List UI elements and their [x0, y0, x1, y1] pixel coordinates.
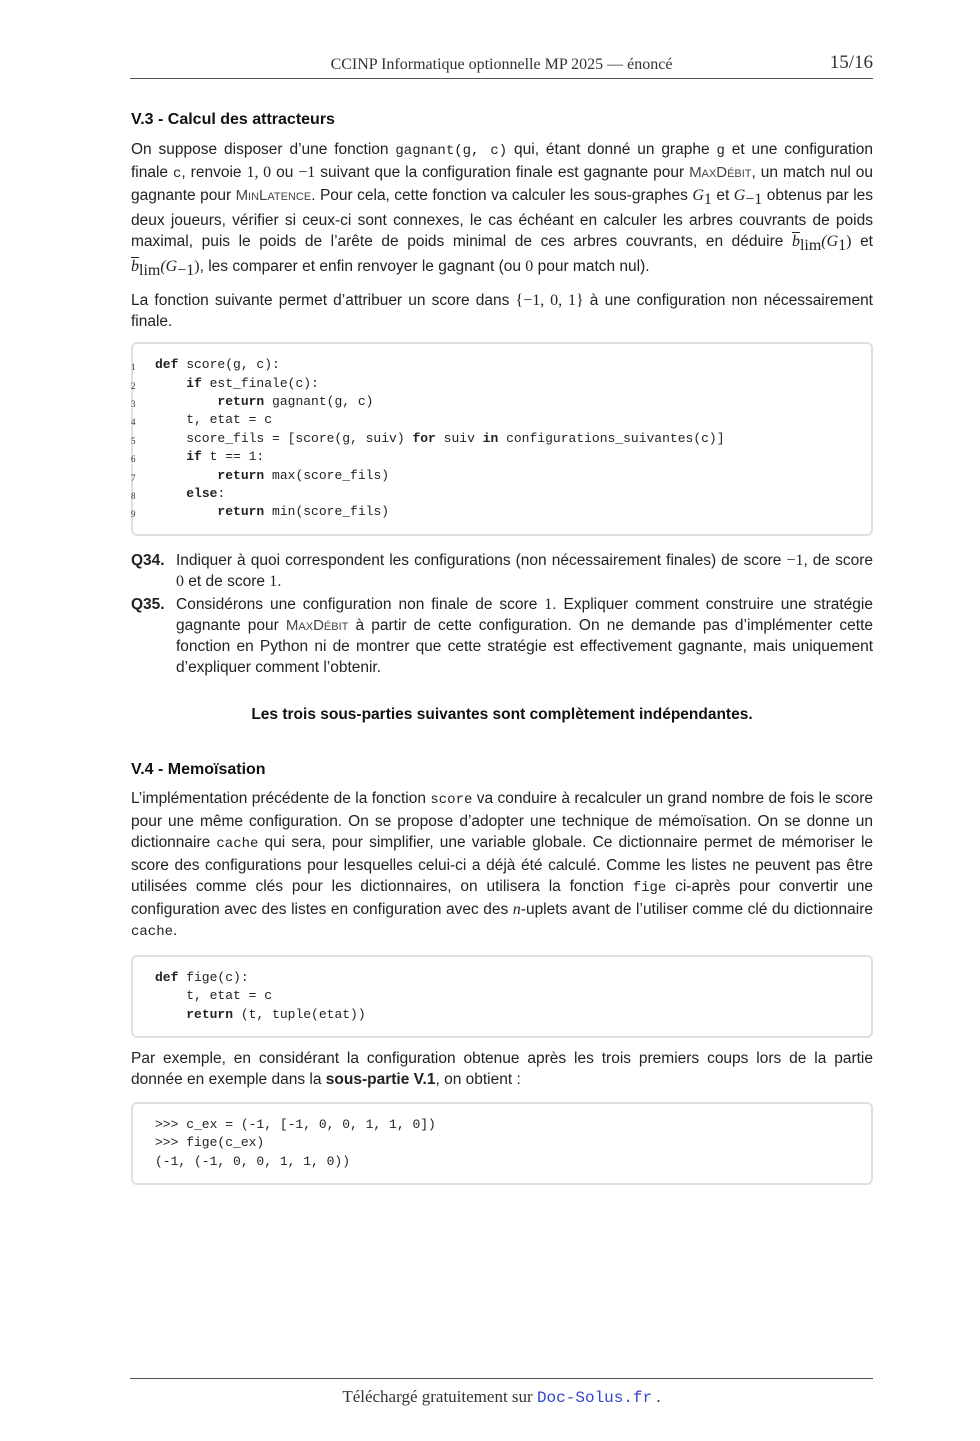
code-line	[133, 1153, 871, 1171]
code-line	[133, 485, 871, 503]
footer-text: Téléchargé gratuitement sur	[342, 1387, 537, 1406]
doc-solus-link[interactable]: Doc-Solus.fr	[536, 1389, 653, 1407]
code-text: if est_finale(c):	[186, 375, 319, 391]
code-text: def score(g, c):	[155, 357, 280, 373]
code-text: >>> c_ex = (-1, [-1, 0, 0, 1, 1, 0])	[155, 1116, 436, 1132]
line-number: 8	[131, 491, 136, 502]
question-q35	[131, 594, 873, 678]
question-text: Considérons une configuration non finale de score 1. Expliquer comment construire une stratégie gagnante pour MaxDébit à partir de cette configuration. On ne demande pas d’implémenter cette fonction en Python ni de montrer que cette stratégie est effectivement gagnante, mais uniquement d’expliquer comment l’obtenir.	[176, 595, 873, 676]
code-block-fige	[131, 955, 873, 1038]
code-line	[133, 1006, 871, 1024]
section-heading-v3: V.3 - Calcul des attracteurs	[131, 111, 335, 128]
code-text: return min(score_fils)	[217, 504, 390, 520]
code-text: def fige(c):	[155, 969, 249, 985]
code-text: t, etat = c	[155, 988, 273, 1004]
line-number: 1	[131, 362, 136, 373]
question-label: Q34.	[131, 551, 165, 569]
section-heading-v4: V.4 - Memoïsation	[131, 760, 266, 778]
question-q34	[131, 550, 873, 592]
code-text: t, etat = c	[155, 412, 273, 428]
code-line	[133, 448, 871, 466]
code-line	[133, 987, 871, 1005]
question-text: Indiquer à quoi correspondent les configurations (non nécessairement finales) de score −1, de score 0 et de score 1.	[176, 551, 873, 590]
code-text: else:	[186, 486, 226, 502]
code-line	[133, 1116, 871, 1134]
line-number: 7	[131, 472, 136, 483]
line-number: 6	[131, 454, 136, 465]
code-line	[133, 1134, 871, 1152]
header-title: CCINP Informatique optionnelle MP 2025 — énoncé	[330, 56, 673, 73]
code-line	[133, 503, 871, 521]
line-number: 5	[131, 435, 136, 446]
line-number: 3	[131, 399, 136, 410]
question-label: Q35.	[131, 595, 165, 613]
footer-rule	[130, 1378, 873, 1379]
code-block-score	[131, 342, 873, 536]
line-number: 4	[131, 417, 136, 428]
code-text: return max(score_fils)	[217, 467, 390, 483]
code-line	[133, 467, 871, 485]
paragraph-v4-example: Par exemple, en considérant la configuration obtenue après les trois premiers coups lors de la partie donnée en exemple dans la sous-partie V.1, on obtient :	[131, 1049, 873, 1088]
code-line	[133, 356, 871, 374]
page-header	[130, 52, 873, 79]
independence-note: Les trois sous-parties suivantes sont complètement indépendantes.	[251, 705, 753, 723]
paragraph-v3-intro: On suppose disposer d’une fonction gagnant(g, c) qui, étant donné un graphe g et une configuration finale c, renvoie 1, 0 ou −1 suivant que la configuration finale est gagnante pour MaxDébit, un match nul ou gagnante pour MinLatence. Pour cela, cette fonction va calculer les sous-graphes $G_1$ et $G_{-1}$ obtenus par les deux joueurs, vérifier si ceux-ci sont connexes, le cas échéant en calculer les arbres couvrants de poids maximal, puis le poids de l’arête de poids minimal de ces arbres couvrants, en déduire $\overline{b}_{lim}(G_1)$ et $\overline{b}_{lim}(G_{-1})$, les comparer et enfin renvoyer le gagnant (ou 0 pour match nul).	[131, 141, 874, 280]
code-line	[133, 969, 871, 987]
code-line	[133, 375, 871, 393]
page-number: 15/16	[829, 52, 873, 73]
code-line	[133, 430, 871, 448]
paragraph-v3-score: La fonction suivante permet d’attribuer un score dans {−1, 0, 1} à une configuration non nécessairement finale.	[131, 292, 873, 331]
code-text: return (t, tuple(etat))	[186, 1006, 366, 1022]
line-number: 2	[131, 380, 136, 391]
code-text: score_fils = [score(g, suiv) for suiv in configurations_suivantes(c)]	[155, 430, 725, 446]
code-block-example	[131, 1102, 873, 1185]
code-line	[133, 411, 871, 429]
page-footer: Téléchargé gratuitement sur Doc-Solus.fr .	[342, 1387, 661, 1407]
code-text: (-1, (-1, 0, 0, 1, 1, 0))	[155, 1153, 351, 1169]
page-content	[131, 108, 873, 1185]
code-text: if t == 1:	[186, 449, 265, 465]
paragraph-v4-intro: L’implémentation précédente de la fonction score va conduire à recalculer un grand nombre de fois le score pour une même configuration. On se propose d’adopter une technique de mémoïsation. On se donne un dictionnaire cache qui sera, pour simplifier, une variable globale. Ce dictionnaire permet de mémoriser le score des configurations pour lesquelles celui-ci a déjà été calculé. Comme les listes ne peuvent pas être utilisées comme clés pour les dictionnaires, on utilisera la fonction fige ci-après pour convertir une configuration avec des listes en configuration avec des n-uplets avant de l’utiliser comme clé du dictionnaire cache.	[131, 789, 874, 940]
code-line	[133, 393, 871, 411]
code-text: >>> fige(c_ex)	[155, 1135, 265, 1151]
line-number: 9	[131, 509, 136, 520]
code-text: return gagnant(g, c)	[217, 394, 374, 410]
